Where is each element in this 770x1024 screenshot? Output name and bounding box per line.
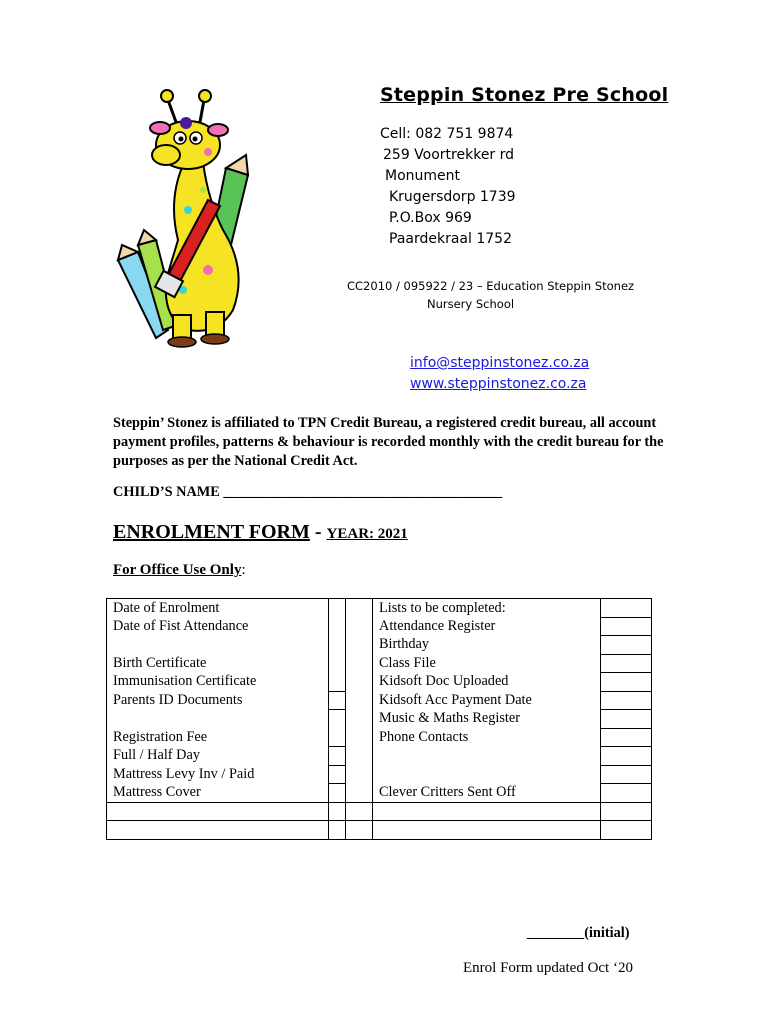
table-row xyxy=(107,765,652,784)
check-box-c[interactable] xyxy=(601,728,652,747)
row-right-label: Clever Critters Sent Off xyxy=(373,784,601,803)
registration-info xyxy=(347,277,667,313)
row-left-label: Date of Enrolment xyxy=(107,599,329,618)
check-box-b[interactable] xyxy=(346,673,373,692)
table-row xyxy=(107,728,652,747)
form-title xyxy=(113,521,408,544)
row-left-label xyxy=(107,710,329,729)
child-name-field[interactable]: CHILD’S NAME _______________________________________ xyxy=(113,484,503,500)
row-left-label xyxy=(107,821,329,840)
row-left-label xyxy=(107,802,329,821)
check-box-a[interactable] xyxy=(329,802,346,821)
row-left-label: Parents ID Documents xyxy=(107,691,329,710)
office-use-heading xyxy=(113,562,246,579)
row-left-label: Mattress Cover xyxy=(107,784,329,803)
footer-note: Enrol Form updated Oct ‘20 xyxy=(463,960,633,976)
table-row xyxy=(107,654,652,673)
table-row xyxy=(107,617,652,636)
table-row xyxy=(107,673,652,692)
check-box-c[interactable] xyxy=(601,802,652,821)
row-right-label: Kidsoft Doc Uploaded xyxy=(373,673,601,692)
registration-line: CC2010 / 095922 / 23 – Education Steppin Stonez xyxy=(347,279,635,293)
row-right-label: Birthday xyxy=(373,636,601,655)
check-box-c[interactable] xyxy=(601,784,652,803)
address-line: Monument xyxy=(385,168,461,184)
address-line: 259 Voortrekker rd xyxy=(383,147,515,163)
email-link[interactable]: info@steppinstonez.co.za xyxy=(410,355,590,371)
address-line: Krugersdorp 1739 xyxy=(389,189,516,205)
table-row xyxy=(107,599,652,618)
table-row xyxy=(107,636,652,655)
registration-line: Nursery School xyxy=(427,297,515,311)
row-right-label: Lists to be completed: xyxy=(373,599,601,618)
check-box-a[interactable] xyxy=(329,765,346,784)
title-dash: - xyxy=(309,521,327,543)
check-box-c[interactable] xyxy=(601,654,652,673)
table-row xyxy=(107,747,652,766)
check-box-a[interactable] xyxy=(329,691,346,710)
row-right-label: Phone Contacts xyxy=(373,728,601,747)
table-row xyxy=(107,802,652,821)
contact-links xyxy=(410,353,589,395)
office-use-label: For Office Use Only xyxy=(113,562,242,578)
check-box-b[interactable] xyxy=(346,599,373,618)
office-checklist-table xyxy=(106,598,652,840)
affiliation-notice: Steppin’ Stonez is affiliated to TPN Credit Bureau, a registered credit bureau, all account payment profiles, patterns & behaviour is recorded monthly with the credit bureau for the purposes as per the National Credit Act. xyxy=(113,415,664,469)
row-right-label: Attendance Register xyxy=(373,617,601,636)
check-box-c[interactable] xyxy=(601,599,652,618)
check-box-b[interactable] xyxy=(346,747,373,766)
check-box-c[interactable] xyxy=(601,821,652,840)
office-use-colon: : xyxy=(241,562,246,578)
table-row xyxy=(107,710,652,729)
check-box-c[interactable] xyxy=(601,747,652,766)
check-box-b[interactable] xyxy=(346,821,373,840)
check-box-a[interactable] xyxy=(329,784,346,803)
row-left-label: Date of Fist Attendance xyxy=(107,617,329,636)
row-left-label: Birth Certificate xyxy=(107,654,329,673)
row-left-label: Full / Half Day xyxy=(107,747,329,766)
check-box-a[interactable] xyxy=(329,747,346,766)
check-box-c[interactable] xyxy=(601,673,652,692)
check-box-b[interactable] xyxy=(346,765,373,784)
check-box-c[interactable] xyxy=(601,617,652,636)
row-right-label xyxy=(373,821,601,840)
check-box-a[interactable] xyxy=(329,617,346,636)
check-box-c[interactable] xyxy=(601,710,652,729)
check-box-c[interactable] xyxy=(601,636,652,655)
row-left-label: Immunisation Certificate xyxy=(107,673,329,692)
row-right-label: Kidsoft Acc Payment Date xyxy=(373,691,601,710)
giraffe-logo xyxy=(108,80,278,350)
row-left-label: Mattress Levy Inv / Paid xyxy=(107,765,329,784)
check-box-a[interactable] xyxy=(329,654,346,673)
check-box-b[interactable] xyxy=(346,654,373,673)
check-box-a[interactable] xyxy=(329,710,346,729)
form-title-text: ENROLMENT FORM xyxy=(113,521,310,543)
website-link[interactable]: www.steppinstonez.co.za xyxy=(410,376,587,392)
form-year: YEAR: 2021 xyxy=(326,526,408,542)
address-line: Paardekraal 1752 xyxy=(389,231,512,247)
check-box-b[interactable] xyxy=(346,728,373,747)
check-box-b[interactable] xyxy=(346,617,373,636)
row-right-label xyxy=(373,802,601,821)
row-right-label xyxy=(373,765,601,784)
check-box-b[interactable] xyxy=(346,802,373,821)
address-block xyxy=(380,124,700,250)
table-row xyxy=(107,821,652,840)
check-box-a[interactable] xyxy=(329,728,346,747)
check-box-c[interactable] xyxy=(601,765,652,784)
check-box-c[interactable] xyxy=(601,691,652,710)
row-left-label xyxy=(107,636,329,655)
check-box-b[interactable] xyxy=(346,784,373,803)
table-row xyxy=(107,784,652,803)
check-box-a[interactable] xyxy=(329,821,346,840)
school-header xyxy=(380,84,700,250)
check-box-b[interactable] xyxy=(346,710,373,729)
row-right-label xyxy=(373,747,601,766)
check-box-a[interactable] xyxy=(329,599,346,618)
school-name: Steppin Stonez Pre School xyxy=(380,84,669,106)
address-line: Cell: 082 751 9874 xyxy=(380,126,514,142)
row-left-label: Registration Fee xyxy=(107,728,329,747)
check-box-a[interactable] xyxy=(329,673,346,692)
initial-field[interactable]: ________(initial) xyxy=(527,925,630,941)
row-right-label: Class File xyxy=(373,654,601,673)
check-box-b[interactable] xyxy=(346,691,373,710)
row-right-label: Music & Maths Register xyxy=(373,710,601,729)
check-box-a[interactable] xyxy=(329,636,346,655)
address-line: P.O.Box 969 xyxy=(389,210,472,226)
table-row xyxy=(107,691,652,710)
check-box-b[interactable] xyxy=(346,636,373,655)
